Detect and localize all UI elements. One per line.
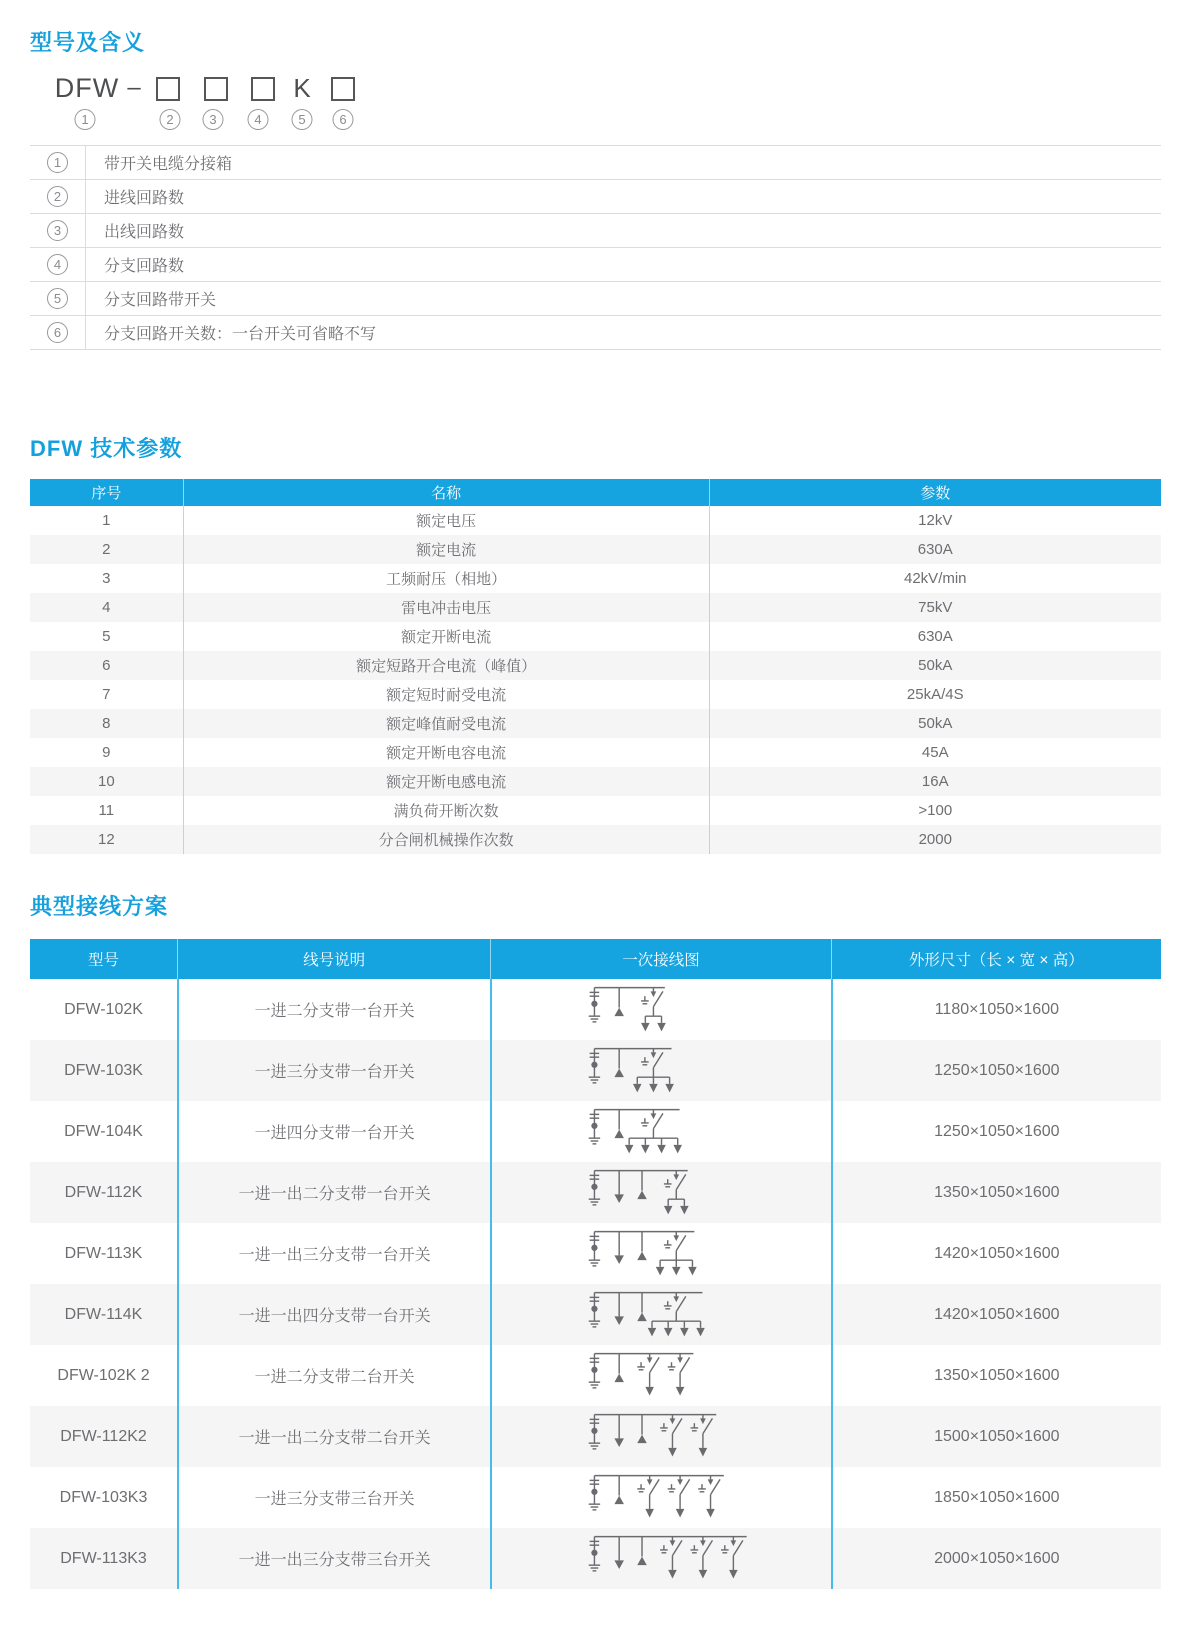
- col-header-name: 名称: [183, 479, 709, 506]
- desc-cell: 一进三分支带三台开关: [177, 1467, 490, 1528]
- wiring-diagram: [562, 1102, 762, 1161]
- legend-row: [30, 281, 1161, 315]
- dims-cell: 1850×1050×1600: [831, 1467, 1161, 1528]
- section-title-tech-params: DFW 技术参数: [30, 436, 183, 461]
- table-row: 6 额定短路开合电流（峰值） 50kA: [30, 651, 1161, 680]
- model-cell: DFW-113K: [64, 1244, 143, 1262]
- table-row: 7 额定短时耐受电流 25kA/4S: [30, 680, 1161, 709]
- legend-text-2: 进线回路数: [104, 190, 185, 207]
- legend-marker-1: 1: [47, 152, 68, 173]
- col-header-dims: 外形尺寸（长 × 宽 × 高）: [831, 939, 1161, 979]
- tech-params-table: [30, 479, 1161, 854]
- legend-row: [30, 145, 1161, 179]
- col-header-desc: 线号说明: [177, 939, 490, 979]
- desc-cell: 一进二分支带二台开关: [177, 1345, 490, 1406]
- section-title-wiring-schemes: 典型接线方案: [30, 894, 169, 919]
- desc-cell: 一进四分支带一台开关: [177, 1101, 490, 1162]
- table-row: 1 额定电压 12kV: [30, 506, 1161, 535]
- table-row: 8 额定峰值耐受电流 50kA: [30, 709, 1161, 738]
- model-cell: DFW-103K: [64, 1061, 143, 1079]
- model-box-2: [204, 77, 228, 101]
- dims-cell: 1250×1050×1600: [831, 1040, 1161, 1101]
- table-row: 4 雷电冲击电压 75kV: [30, 593, 1161, 622]
- dims-cell: 1420×1050×1600: [831, 1223, 1161, 1284]
- legend-row: [30, 247, 1161, 281]
- marker-circle-6: 6: [333, 109, 354, 130]
- model-box-4: [331, 77, 355, 101]
- marker-circle-3: 3: [203, 109, 224, 130]
- wiring-diagram: [562, 1346, 762, 1405]
- table-row: [30, 1345, 1161, 1406]
- wiring-diagram: [562, 1529, 762, 1588]
- legend-marker-6: 6: [47, 322, 68, 343]
- legend-row: [30, 315, 1161, 349]
- table-row: 10 额定开断电感电流 16A: [30, 767, 1161, 796]
- legend-text-6: 分支回路开关数：一台开关可省略不写: [104, 326, 377, 343]
- table-row: [30, 1284, 1161, 1345]
- legend-text-4: 分支回路数: [104, 258, 185, 275]
- dims-cell: 1250×1050×1600: [831, 1101, 1161, 1162]
- model-box-3: [251, 77, 275, 101]
- legend-text-3: 出线回路数: [104, 224, 185, 241]
- dims-cell: 2000×1050×1600: [831, 1528, 1161, 1589]
- table-row: [30, 1223, 1161, 1284]
- table-row: 9 额定开断电容电流 45A: [30, 738, 1161, 767]
- wiring-diagram: [562, 1041, 762, 1100]
- col-header-value: 参数: [709, 479, 1161, 506]
- marker-circle-1: 1: [75, 109, 96, 130]
- model-legend-table: [30, 145, 1161, 350]
- wiring-schemes-table: [30, 939, 1161, 1589]
- section-title-model-meaning: 型号及含义: [30, 30, 146, 55]
- table-row: 5 额定开断电流 630A: [30, 622, 1161, 651]
- model-code-diagram: [30, 73, 1161, 107]
- marker-circle-4: 4: [248, 109, 269, 130]
- model-cell: DFW-112K: [64, 1183, 143, 1201]
- table-row: [30, 1162, 1161, 1223]
- tech-params-header: [30, 479, 1161, 506]
- desc-cell: 一进三分支带一台开关: [177, 1040, 490, 1101]
- col-header-no: 序号: [91, 485, 122, 502]
- model-letter-k: K: [293, 73, 311, 103]
- wiring-diagram: [562, 1224, 762, 1283]
- model-cell: DFW-103K3: [59, 1488, 148, 1506]
- model-cell: DFW-104K: [64, 1122, 143, 1140]
- dims-cell: 1420×1050×1600: [831, 1284, 1161, 1345]
- table-row: 3 工频耐压（相地） 42kV/min: [30, 564, 1161, 593]
- desc-cell: 一进一出二分支带二台开关: [177, 1406, 490, 1467]
- model-marker-row: [30, 109, 1161, 133]
- table-row: [30, 1467, 1161, 1528]
- wiring-diagram: [562, 1163, 762, 1222]
- table-row: 11 满负荷开断次数 >100: [30, 796, 1161, 825]
- table-row: [30, 1040, 1161, 1101]
- col-header-diagram: 一次接线图: [490, 939, 830, 979]
- desc-cell: 一进一出二分支带一台开关: [177, 1162, 490, 1223]
- legend-row: [30, 213, 1161, 247]
- model-cell: DFW-114K: [64, 1305, 143, 1323]
- legend-text-1: 带开关电缆分接箱: [104, 156, 233, 173]
- dims-cell: 1350×1050×1600: [831, 1345, 1161, 1406]
- model-cell: DFW-112K2: [60, 1427, 147, 1445]
- table-row: 2 额定电流 630A: [30, 535, 1161, 564]
- model-cell: DFW-102K: [64, 1000, 143, 1018]
- table-row: [30, 1528, 1161, 1589]
- legend-row: [30, 179, 1161, 213]
- table-row: [30, 1101, 1161, 1162]
- table-row: [30, 979, 1161, 1040]
- marker-circle-5: 5: [292, 109, 313, 130]
- desc-cell: 一进二分支带一台开关: [177, 979, 490, 1040]
- dims-cell: 1350×1050×1600: [831, 1162, 1161, 1223]
- wiring-header: [30, 939, 1161, 979]
- dims-cell: 1500×1050×1600: [831, 1406, 1161, 1467]
- model-cell: DFW-113K3: [60, 1549, 147, 1567]
- legend-marker-4: 4: [47, 254, 68, 275]
- model-box-1: [156, 77, 180, 101]
- table-row: [30, 1406, 1161, 1467]
- legend-text-5: 分支回路带开关: [104, 292, 217, 309]
- legend-marker-5: 5: [47, 288, 68, 309]
- model-prefix: DFW: [54, 73, 120, 103]
- wiring-diagram: [562, 1285, 762, 1344]
- col-header-model: 型号: [88, 952, 120, 969]
- dims-cell: 1180×1050×1600: [831, 979, 1161, 1040]
- model-cell: DFW-102K 2: [57, 1366, 150, 1384]
- wiring-diagram: [562, 1407, 762, 1466]
- table-row: 12 分合闸机械操作次数 2000: [30, 825, 1161, 854]
- desc-cell: 一进一出三分支带三台开关: [177, 1528, 490, 1589]
- desc-cell: 一进一出四分支带一台开关: [177, 1284, 490, 1345]
- model-dash: –: [127, 74, 141, 101]
- marker-circle-2: 2: [160, 109, 181, 130]
- legend-marker-2: 2: [47, 186, 68, 207]
- desc-cell: 一进一出三分支带一台开关: [177, 1223, 490, 1284]
- wiring-diagram: [562, 1468, 762, 1527]
- wiring-diagram: [562, 980, 762, 1039]
- legend-marker-3: 3: [47, 220, 68, 241]
